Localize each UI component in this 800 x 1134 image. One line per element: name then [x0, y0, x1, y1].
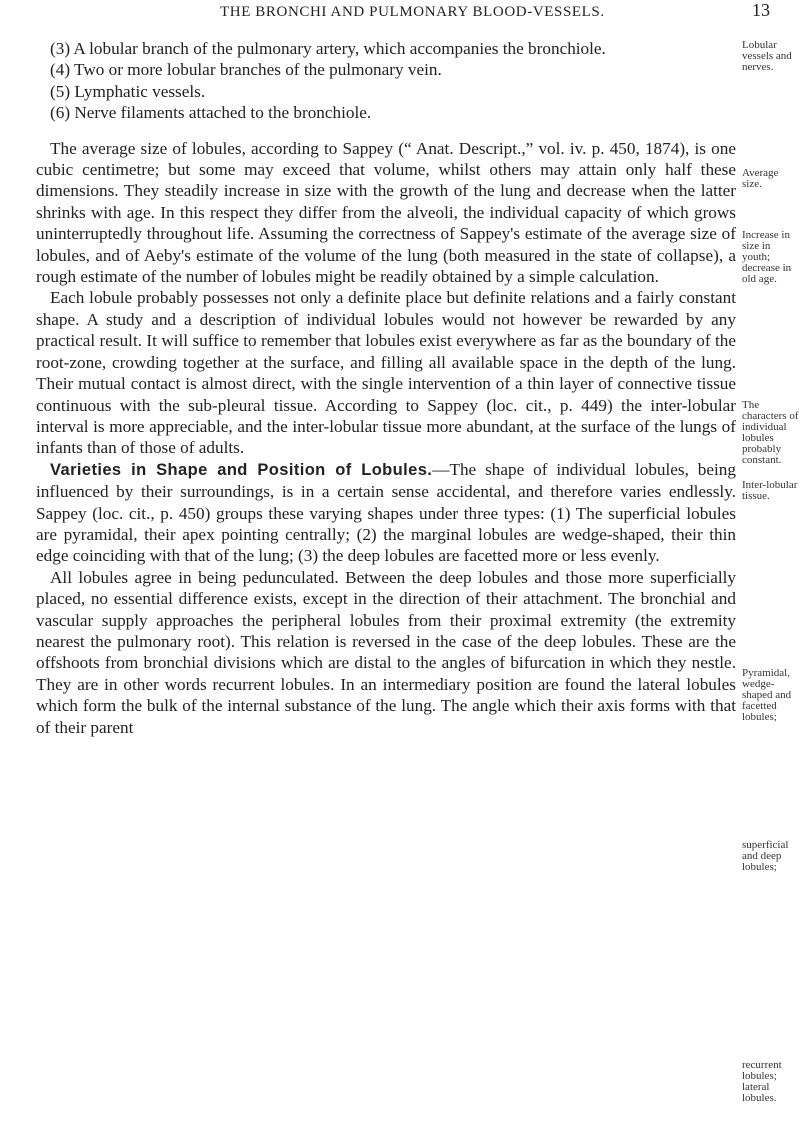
- list-item-5: (5) Lymphatic vessels.: [50, 81, 206, 101]
- margin-note-increase-size: Increase in size in youth; decrease in old age.: [742, 229, 792, 285]
- paragraph-lobule-relations: Each lobule probably possesses not only a definite place but definite relations and a fairly constant shape. A study and a description of individual lobules would not however be rewarded by any practical result. It will suffice to remember that lobules exist everywhere as far as the boundary of the root-zone, crowding together at the surface, and filling all available space in the depth of the lung. Their mutual contact is almost direct, with the single intervention of a thin layer of connective tissue continuous with the sub-pleural tissue. According to Sappey (loc. cit., p. 449) the inter-lobular interval is more appreciable, and the inter-lobular tissue more abundant, at the surface of the lungs of infants than of those of adults.: [36, 288, 736, 458]
- paragraph-pedunculated: All lobules agree in being pedunculated. Between the deep lobules and those more superficially placed, no essential difference exists, except in the direction of their attachment. The bronchial and vascular supply approaches the peripheral lobules from their proximal extremity (the extremity nearest the pulmonary root). This relation is reversed in the case of the deep lobules. These are the offshoots from bronchial divisions which are distal to the angles of bifurcation in which they nestle. They are in other words recurrent lobules. In an intermediary position are found the lateral lobules which form the bulk of the internal substance of the lung. The angle which their axis forms with that of their parent: [36, 567, 736, 737]
- section-heading: Varieties in Shape and Position of Lobules.: [50, 460, 433, 479]
- page-body: [36, 38, 736, 738]
- margin-note-lobular-vessels: Lobular vessels and nerves.: [742, 39, 792, 73]
- list-item-3: (3) A lobular branch of the pulmonary artery, which accompanies the bronchiole.: [50, 39, 606, 58]
- running-header: [0, 0, 800, 26]
- margin-note-characters: The characters of individual lobules probably constant.: [742, 399, 799, 466]
- paragraph-varieties: [36, 459, 736, 567]
- margin-note-recurrent: recurrent lobules; lateral lobules.: [742, 1059, 782, 1104]
- list-item-6: (6) Nerve filaments attached to the bronchiole.: [50, 103, 372, 123]
- list-item-4: (4) Two or more lobular branches of the pulmonary vein.: [50, 60, 442, 80]
- margin-note-pyramidal: Pyramidal, wedge-shaped and facetted lobules;: [742, 667, 792, 723]
- paragraph-average-size: The average size of lobules, according to Sappey (“ Anat. Descript.,” vol. iv. p. 450, 1874), is one cubic centimetre; but some may exceed that volume, whilst others may attain only half these dimensions. They steadily increase in size with the growth of the lung and decrease when the latter shrinks with age. In this respect they differ from the alveoli, the individual capacity of which grows uninterruptedly throughout life. Assuming the correctness of Sappey's estimate of the average size of lobules, and of Aeby's estimate of the volume of the lung (both measured in the state of collapse), a rough estimate of the number of lobules might be readily obtained by a simple calculation.: [36, 138, 736, 287]
- margin-note-inter-lobular: Inter-lobular tissue.: [742, 479, 798, 502]
- paragraph-varieties-text: —The shape of individual lobules, being influenced by their surroundings, is in a certain sense accidental, and therefore varies endlessly. Sappey (loc. cit., p. 450) groups these varying shapes under three types: (1) The superficial lobules are pyramidal, their apex pointing centrally; (2) the marginal lobules are wedge-shaped, their thin edge coinciding with that of the lung; (3) the deep lobules are facetted more or less evenly.: [36, 459, 736, 566]
- page-number: 13: [752, 0, 770, 20]
- running-title: THE BRONCHI AND PULMONARY BLOOD-VESSELS.: [220, 4, 605, 20]
- margin-note-superficial-deep: superficial and deep lobules;: [742, 839, 789, 873]
- margin-note-average-size: Average size.: [742, 167, 779, 190]
